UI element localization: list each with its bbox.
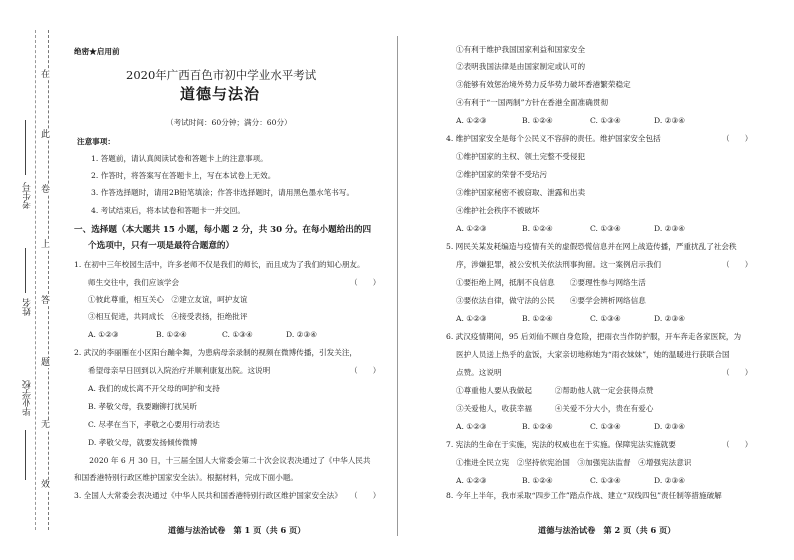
- binding-line: [48, 30, 49, 530]
- binding-char: 无: [41, 420, 51, 430]
- answer-choice-a: A. ①②③: [456, 116, 487, 125]
- question-6-stem-cont: 点赞。这说明: [456, 368, 502, 377]
- note-item: 2. 作答时，将答案写在答题卡上，写在本试卷上无效。: [91, 171, 276, 180]
- section-heading: 一、选择题（本大题共 15 小题，每小题 2 分，共 30 分。在每小题给出的四: [74, 225, 372, 235]
- answer-choice-d: D. ②③④: [654, 224, 686, 233]
- subject-title: 道德与法治: [180, 85, 261, 103]
- question-6-stem-cont: 医护人员送上热乎的盒饭，大家亲切地称她为“雨衣妹妹”，她的温暖进行获联合国: [456, 350, 730, 359]
- question-4-option: ④维护社会秩序不被破坏: [456, 206, 540, 215]
- section-heading-cont: 个选项中，只有一项是最符合题意的）: [88, 241, 235, 251]
- binding-char: 上: [41, 240, 51, 250]
- question-5-options: ③要依法自律，做守法的公民 ④要学会辨析网络信息: [456, 296, 646, 305]
- secret-label: 绝密★启用前: [74, 47, 120, 56]
- answer-choice-b: B. ①②④: [522, 476, 553, 485]
- question-4-option: ③维护国家秘密不被窃取、泄露和出卖: [456, 188, 586, 197]
- answer-choice-d: D. ②③④: [654, 422, 686, 431]
- question-1-stem: 1. 在初中三年校园生活中，许多老师不仅是我们的师长，而且成为了我们的知心朋友。: [74, 260, 365, 269]
- question-1-options: ③相互促进，共同成长 ④接受表扬，拒绝批评: [88, 312, 248, 321]
- binding-char: 题: [41, 358, 51, 368]
- answer-choice-c: C. ①③④: [590, 224, 621, 233]
- answer-choice-b: B. ①②④: [522, 314, 553, 323]
- answer-paren: （ ）: [350, 491, 381, 500]
- question-1-options: ①彼此尊重，相互关心 ②建立友谊，呵护友谊: [88, 295, 248, 304]
- question-2-stem: 2. 武汉的李丽雁在小区阳台蹦伞舞，为患病母亲录制的视频在微博传播，引发关注，: [74, 348, 358, 357]
- answer-paren: （ ）: [722, 260, 753, 269]
- school-line: [25, 430, 26, 480]
- question-5-stem: 5. 网民关某发耗编造与疫情有关的虚假恐慌信息并在网上战造传播，严重扰乱了社会秩: [446, 242, 737, 251]
- answer-choice-c: C. ①③④: [590, 422, 621, 431]
- exam-title: 2020年广西百色市初中学业水平考试: [126, 68, 317, 82]
- answer-choice-b: B. ①②④: [522, 116, 553, 125]
- question-3-stem: 3. 全国人大常委会表决通过《中华人民共和国香港特别行政区维护国家安全法》: [74, 491, 342, 500]
- binding-char: 在: [41, 70, 51, 80]
- question-2-option: B. 孝敬父母，我要蹦铆打扰吴昕: [88, 402, 198, 411]
- question-2-option: D. 孝敬父母，就要发扬倾传微博: [88, 438, 198, 447]
- candidate-number-label: 考生号: [23, 182, 33, 209]
- notes-heading: 注意事项：: [77, 137, 115, 146]
- question-6-options: ③关爱他人，收获幸福 ④关爱不分大小，贵在有爱心: [456, 404, 654, 413]
- answer-paren: （ ）: [350, 366, 381, 375]
- binding-char: 此: [41, 130, 51, 140]
- page-2-footer: 道德与法治试卷 第 2 页（共 6 页）: [538, 525, 676, 535]
- question-6-stem: 6. 武汉疫情期间，95 后刘仙不顾自身危险，把雨衣当作防护服，开车奔走各家医院，为: [446, 332, 742, 341]
- answer-choice-c: C. ①③④: [590, 116, 621, 125]
- answer-choice-a: A. ①②③: [456, 224, 487, 233]
- question-3-option: ②表明我国法律是由国家制定或认可的: [456, 62, 586, 71]
- binding-char: 效: [41, 480, 51, 490]
- school-label: 毕业学校: [23, 380, 33, 416]
- question-3-option: ①有利于维护我国国家利益和国家安全: [456, 45, 586, 54]
- note-item: 3. 作答选择题时，请用2B铅笔填涂；作答非选择题时，请用黑色墨水笔书写。: [91, 188, 355, 197]
- answer-choice-c: C. ①③④: [590, 314, 621, 323]
- binding-margin: [0, 0, 70, 560]
- answer-choice-a: A. ①②③: [456, 422, 487, 431]
- question-5-stem-cont: 序，涉嫌犯罪，被公安机关依法刑事拘留。这一案例启示我们: [456, 260, 662, 269]
- question-4-stem: 4. 维护国家安全是每个公民义不容辞的责任。维护国家安全包括: [446, 134, 661, 143]
- note-item: 4. 考试结束后，将本试卷和答题卡一并交回。: [91, 206, 245, 215]
- candidate-number-line: [25, 120, 26, 175]
- question-1-stem-cont: 师生交往中，我们应该学会: [88, 278, 180, 287]
- answer-paren: （ ）: [722, 134, 753, 143]
- question-4-option: ②维护国家的荣誉不受玷污: [456, 170, 548, 179]
- question-4-option: ①维护国家的主权、领土完整不受侵犯: [456, 152, 586, 161]
- answer-choice-d: D. ②③④: [286, 330, 318, 339]
- answer-choice-c: C. ①③④: [222, 330, 253, 339]
- answer-paren: （ ）: [350, 278, 381, 287]
- question-6-options: ①尊重他人要从我做起 ②帮助他人就一定会获得点赞: [456, 386, 654, 395]
- binding-line-inner: [35, 30, 36, 530]
- page-divider: [397, 36, 398, 536]
- name-label: 姓名: [23, 298, 33, 316]
- question-3-option: ③能够有效惩治境外势力反华势力破坏香港繁荣稳定: [456, 80, 631, 89]
- question-3-option: ④有利于“一国两制”方针在香港全面准确贯彻: [456, 98, 609, 107]
- question-2-stem-cont: 希望母亲早日回到以入院治疗并顺利康复出院。这说明: [88, 366, 271, 375]
- question-5-options: ①要拒绝上网，抵制不良信息 ②要理性参与网络生活: [456, 278, 646, 287]
- question-7-stem: 7. 宪法的生命在于实施，宪法的权威也在于实施。保障宪法实施就要: [446, 440, 676, 449]
- binding-char: 卷: [41, 185, 51, 195]
- answer-choice-b: B. ①②④: [156, 330, 187, 339]
- answer-choice-d: D. ②③④: [654, 314, 686, 323]
- context-text: 2020 年 6 月 30 日，十三届全国人大常委会第二十次会议表决通过了《中华人民共: [74, 456, 371, 465]
- question-2-option: A. 我们的成长离不开父母的呵护和支持: [88, 384, 220, 393]
- answer-choice-b: B. ①②④: [522, 422, 553, 431]
- answer-choice-a: A. ①②③: [456, 476, 487, 485]
- answer-choice-d: D. ②③④: [654, 116, 686, 125]
- answer-choice-a: A. ①②③: [456, 314, 487, 323]
- question-7-options: ①推进全民立宪 ②坚持依宪治国 ③加强宪法监督 ④增强宪法意识: [456, 458, 692, 467]
- exam-info: （考试时间：60分钟；满分：60分）: [166, 118, 292, 127]
- question-8-stem: 8. 今年上半年，我市采取“四步工作”踏点作战、建立“双线四包”责任制等措施破解: [446, 491, 722, 500]
- binding-char: 答: [41, 296, 51, 306]
- answer-choice-c: C. ①③④: [590, 476, 621, 485]
- answer-paren: （ ）: [722, 440, 753, 449]
- context-text-cont: 和国香港特别行政区维护国家安全法》。根据材料，完成下面小题。: [74, 473, 299, 482]
- answer-choice-b: B. ①②④: [522, 224, 553, 233]
- question-2-option: C. 尽孝在当下，孝敬之心要用行动表达: [88, 420, 220, 429]
- note-item: 1. 答题前，请认真阅读试卷和答题卡上的注意事项。: [91, 154, 268, 163]
- answer-paren: （ ）: [722, 368, 753, 377]
- answer-choice-a: A. ①②③: [88, 330, 119, 339]
- page-1-footer: 道德与法治试卷 第 1 页（共 6 页）: [168, 525, 306, 535]
- name-line: [25, 248, 26, 293]
- answer-choice-d: D. ②③④: [654, 476, 686, 485]
